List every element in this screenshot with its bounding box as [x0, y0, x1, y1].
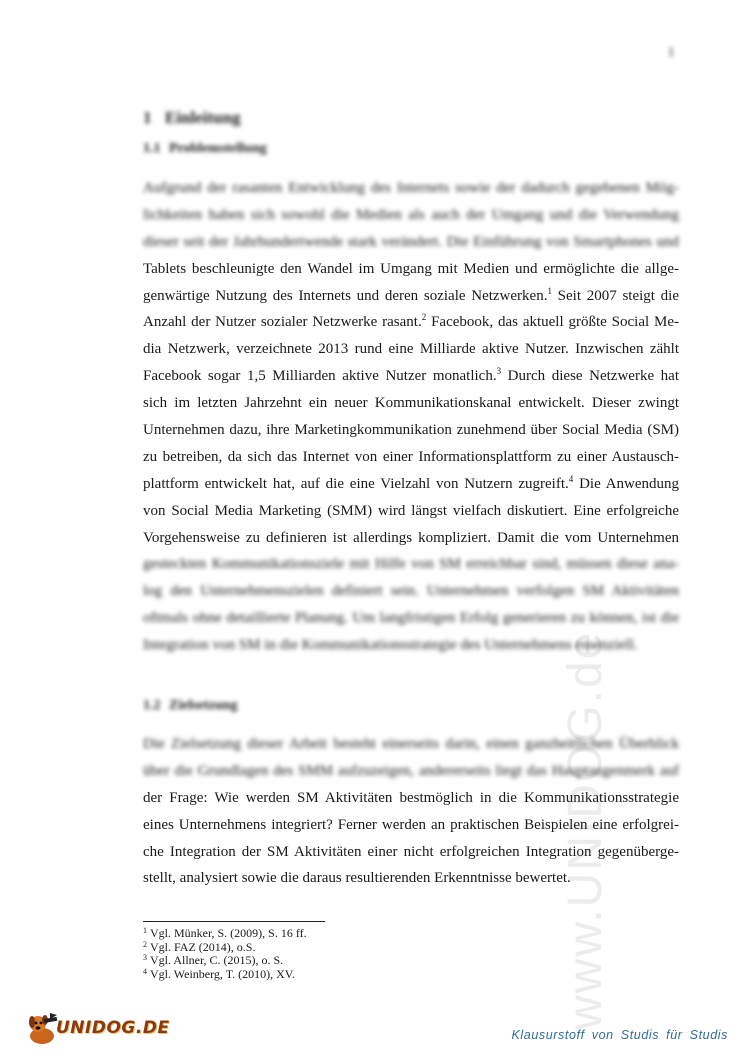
footnote	[143, 954, 307, 968]
section-title: Problemstellung	[169, 141, 267, 156]
chapter-number: 1	[143, 108, 152, 127]
footnotes	[143, 927, 307, 982]
text-segment: Facebook, das aktuell größte Social Me-	[431, 314, 679, 331]
text-line: sich im letzten Jahrzehnt ein neuer Kommunikationskanal entwickelt. Dieser zwingt	[143, 395, 679, 412]
footnote-text: Vgl. Weinberg, T. (2010), XV.	[150, 967, 295, 982]
text-line: Die Zielsetzung dieser Arbeit besteht einerseits darin, einen ganzheitlichen Überblick	[143, 736, 679, 752]
text-segment: Anzahl der Nutzer sozialer Netzwerke rasant.	[143, 314, 422, 331]
text-line: von Social Media Marketing (SMM) wird längst vielfach diskutiert. Eine erfolgreiche	[143, 502, 679, 519]
chapter-heading	[143, 108, 241, 128]
text-line: Unternehmen dazu, ihre Marketingkommunikation zunehmend über Social Media (SM)	[143, 422, 679, 439]
logo-text: UNIDOG.DE	[56, 1018, 170, 1038]
footnote	[143, 941, 307, 955]
footnote-ref: 1	[547, 285, 552, 296]
chapter-title: Einleitung	[165, 108, 241, 127]
text-line: dia Netzwerk, verzeichnete 2013 rund eine Milliarde aktive Nutzer. Inzwischen zählt	[143, 341, 679, 358]
text-line: Aufgrund der rasanten Entwicklung des Internets sowie der dadurch gegebenen Mög-	[143, 180, 679, 196]
text-line: oftmals ohne detaillierte Planung. Um langfristigen Erfolg generieren zu können, ist die	[143, 610, 679, 627]
dog-mascot-icon	[24, 1012, 60, 1046]
text-segment: Durch diese Netzwerke hat	[507, 368, 679, 385]
text-line: der Frage: Wie werden SM Aktivitäten bestmöglich in die Kommunikationsstrategie	[143, 789, 679, 806]
text-line: Tablets beschleunigte den Wandel im Umgang mit Medien und ermöglichte die allge-	[143, 260, 679, 277]
footnote-ref: 4	[568, 473, 574, 484]
section-number: 1.1	[143, 141, 161, 156]
text-line: che Integration der SM Aktivitäten einer nicht erfolgreichen Integration gegenüberge-	[143, 843, 679, 860]
text-segment: Facebook sogar 1,5 Milliarden aktive Nutzer monatlich.	[143, 368, 497, 385]
section-title: Zielsetzung	[169, 698, 238, 713]
footnote-number: 4	[143, 967, 147, 977]
text-line	[143, 283, 679, 310]
footnote-ref: 3	[496, 366, 502, 377]
section-number: 1.2	[143, 698, 161, 713]
watermark: www.UNIDOG.de	[559, 630, 612, 1030]
paragraph-problem	[143, 175, 679, 659]
paragraph-goal	[143, 731, 679, 892]
footnote-text: Vgl. Münker, S. (2009), S. 16 ff.	[150, 926, 307, 940]
section-heading-goal	[143, 698, 237, 714]
footnote	[143, 968, 307, 982]
text-line: gesteckten Kommunikationsziele mit Hilfe von SM erreichbar sind, müssen diese ana-	[143, 556, 679, 573]
text-line: zu betreiben, da sich das Internet von einer Informationsplattform zu einer Austausch-	[143, 448, 679, 465]
text-line: Integration von SM in die Kommunikationsstrategie des Unternehmens essenziell.	[143, 637, 638, 654]
footnote-number: 3	[143, 953, 147, 963]
footnote-divider	[143, 921, 325, 922]
text-line	[143, 471, 679, 498]
text-line: Vorgehensweise zu definieren ist allerdings kompliziert. Damit die vom Unternehmen	[143, 529, 679, 546]
footnote	[143, 927, 307, 941]
text-line: eines Unternehmens integriert? Ferner werden an praktischen Beispielen eine erfolgrei-	[143, 816, 679, 833]
text-segment: Die Anwendung	[579, 475, 679, 492]
footnote-number: 2	[143, 939, 147, 949]
text-line: lichkeiten haben sich sowohl die Medien als auch der Umgang und die Verwendung	[143, 206, 679, 223]
page-number: 1	[668, 44, 675, 59]
text-line: stellt, analysiert sowie die daraus resultierenden Erkenntnisse bewertet.	[143, 870, 571, 887]
text-segment: genwärtige Nutzung des Internets und deren soziale Netzwerken.	[143, 287, 548, 304]
footnote-number: 1	[143, 926, 147, 935]
text-line: über die Grundlagen des SMM aufzuzeigen, andererseits liegt das Hauptaugenmerk auf	[143, 762, 679, 779]
text-line: dieser seit der Jahrhundertwende stark verändert. Die Einführung von Smartphones und	[143, 233, 679, 250]
text-segment: plattform entwickelt hat, auf die eine Vielzahl von Nutzern zugreift.	[143, 475, 569, 492]
text-line	[143, 309, 679, 336]
unidog-logo	[24, 1012, 170, 1046]
footnote-text: Vgl. Allner, C. (2015), o. S.	[150, 953, 284, 968]
text-segment: Seit 2007 steigt die	[557, 287, 679, 304]
text-line	[143, 363, 679, 390]
slogan: Klausurstoff von Studis für Studis	[511, 1028, 728, 1042]
section-heading-problem	[143, 141, 267, 157]
footnote-text: Vgl. FAZ (2014), o.S.	[150, 939, 256, 954]
text-line: log den Unternehmenszielen definiert sein. Unternehmen verfolgen SM Aktivitäten	[143, 583, 679, 600]
footnote-ref: 2	[421, 312, 427, 323]
